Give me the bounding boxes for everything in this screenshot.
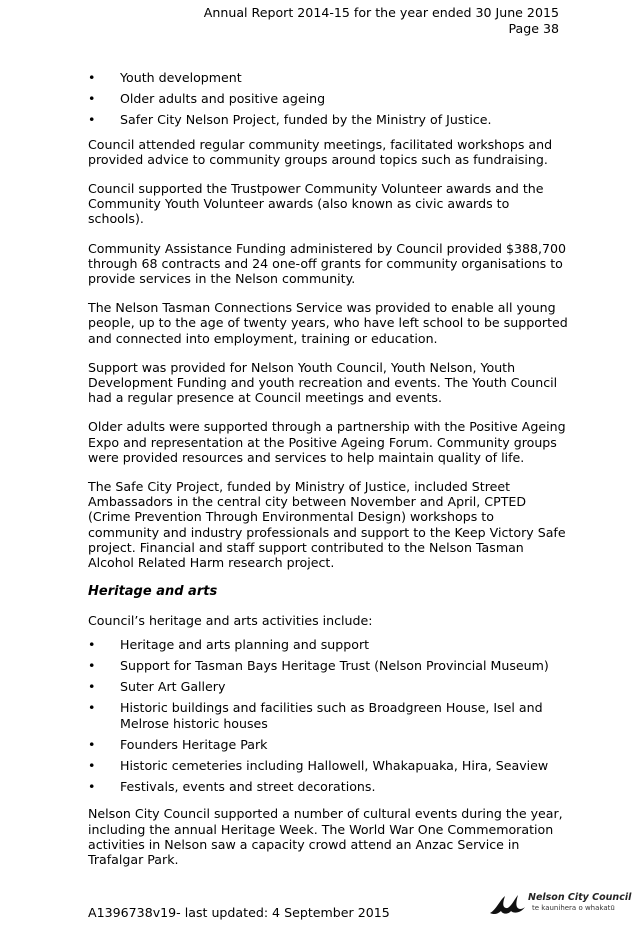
list-item-text: Heritage and arts planning and support <box>120 636 370 652</box>
bullet-icon: • <box>88 679 96 695</box>
bullet-icon: • <box>88 779 96 795</box>
bullet-icon: • <box>88 112 96 128</box>
list-item <box>88 91 568 106</box>
list-item-text: Historic buildings and facilities such as Broadgreen House, Isel and Melrose historic houses <box>120 700 543 731</box>
page-header <box>204 5 559 37</box>
top-bullet-list <box>88 70 568 128</box>
bullet-icon: • <box>88 657 96 673</box>
list-item <box>88 112 568 127</box>
list-item <box>88 679 568 694</box>
logo-name: Nelson City Council <box>528 892 632 903</box>
paragraph-community-funding: Community Assistance Funding administered by Council provided $388,700 through 68 contracts and 24 one-off grants for community organisations to provide services in the Nelson community. <box>88 240 567 287</box>
list-item-text: Founders Heritage Park <box>120 736 268 752</box>
paragraph-older-adults: Older adults were supported through a partnership with the Positive Ageing Expo and representation at the Positive Ageing Forum. Community groups were provided resources and services to help maintain quality of life. <box>88 419 566 465</box>
list-item-text: Support for Tasman Bays Heritage Trust (Nelson Provincial Museum) <box>120 657 549 673</box>
list-item <box>88 737 568 752</box>
list-item-text: Historic cemeteries including Hallowell, Whakapuaka, Hira, Seaview <box>120 757 549 773</box>
list-item <box>88 637 568 652</box>
list-item-text: Safer City Nelson Project, funded by the Ministry of Justice. <box>120 112 492 128</box>
bullet-icon: • <box>88 700 96 716</box>
bullet-icon: • <box>88 757 96 773</box>
nelson-swoosh-logo-icon <box>488 892 526 916</box>
bullet-icon: • <box>88 736 96 752</box>
paragraph-youth-council: Support was provided for Nelson Youth Council, Youth Nelson, Youth Development Funding and youth recreation and events. The Youth Council had a regular presence at Council meetings and events. <box>88 359 558 406</box>
bullet-icon: • <box>88 70 96 85</box>
list-item-text: Older adults and positive ageing <box>120 91 326 107</box>
bullet-icon: • <box>88 636 96 652</box>
paragraph-safe-city: The Safe City Project, funded by Ministry of Justice, included Street Ambassadors in the central city between November and April, CPTED (Crime Prevention Through Environmental Design) workshops to community and industry professionals and support to the Keep Victory Safe project. Financial and staff support contributed to the Nelson Tasman Alcohol Related Harm research project. <box>88 479 566 571</box>
list-item <box>88 658 568 673</box>
main-content <box>88 70 568 881</box>
heritage-bullet-list <box>88 637 568 795</box>
section-heading-heritage: Heritage and arts <box>88 584 218 600</box>
document-footer: A1396738v19- last updated: 4 September 2015 <box>88 905 390 920</box>
list-item-text: Suter Art Gallery <box>120 679 226 695</box>
council-logo <box>488 890 632 918</box>
list-item-text: Youth development <box>120 70 242 85</box>
logo-tagline: te kaunihera o whakatū <box>532 904 615 912</box>
paragraph-community-meetings: Council attended regular community meetings, facilitated workshops and provided advice to community groups around topics such as fundraising. <box>88 136 553 167</box>
paragraph-connections-service: The Nelson Tasman Connections Service was provided to enable all young people, up to the age of twenty years, who have left school to be supported and connected into employment, training or education. <box>88 300 568 346</box>
list-item <box>88 70 568 85</box>
list-item-text: Festivals, events and street decorations. <box>120 779 376 795</box>
paragraph-cultural-events: Nelson City Council supported a number of cultural events during the year, including the annual Heritage Week. The World War One Commemoration activities in Nelson saw a capacity crowd attend an Anzac Service in Trafalgar Park. <box>88 806 563 867</box>
heritage-intro: Council’s heritage and arts activities include: <box>88 613 373 629</box>
list-item <box>88 779 568 794</box>
bullet-icon: • <box>88 91 96 107</box>
paragraph-volunteer-awards: Council supported the Trustpower Community Volunteer awards and the Community Youth Volunteer awards (also known as civic awards to schools). <box>88 181 544 227</box>
list-item <box>88 758 568 773</box>
report-title: Annual Report 2014-15 for the year ended 30 June 2015 <box>203 5 559 20</box>
list-item <box>88 700 568 730</box>
page-number: Page 38 <box>508 21 559 36</box>
